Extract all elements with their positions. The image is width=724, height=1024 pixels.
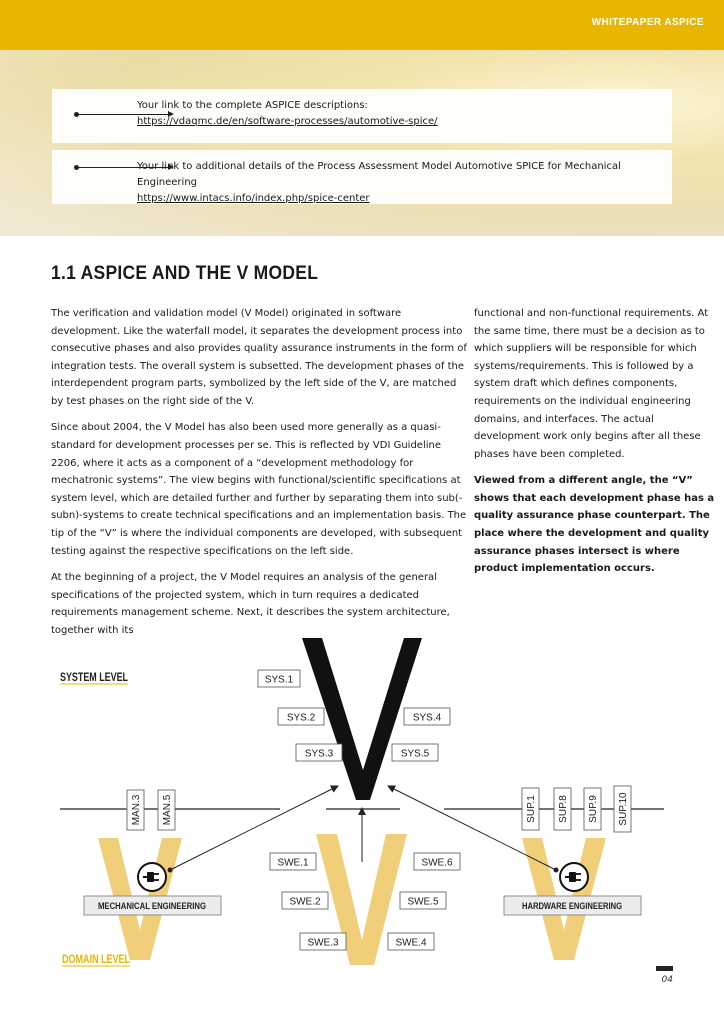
swe-5-label: SWE.5 [407,896,439,908]
sys-3-label: SYS.3 [304,748,334,760]
sys-5-label: SYS.5 [400,748,430,760]
sup-9-box [584,788,601,830]
sys-2-box [278,708,324,725]
paragraph: At the beginning of a project, the V Model requires an analysis of the general specifications of the projected system, which in turn requires a dedicated requirements management scheme. Next, it describes the system architecture, together with its [51,571,450,636]
swe-5-box [400,892,446,909]
link-url[interactable]: https://vdaqmc.de/en/software-processes/automotive-spice/ [137,116,438,127]
body-column-right [474,305,719,587]
paragraph: Since about 2004, the V Model has also been used more generally as a quasi-standard for development processes per se. This is reflected by VDI Guideline 2206, where it acts as a component of a “development methodology for mechatronic systems”. The view begins with functional/scientific specifications at system level, which are detailed further and further by separating them into sub(-subn)-systems to create technical specifications and an implementation basis. The tip of the “V” is where the individual components are developed, with subsequent testing against the respective specifications on the left side. [51,422,467,557]
swe-3-label: SWE.3 [307,937,339,949]
man-5-label: MAN.5 [162,794,173,826]
link-description: Your link to additional details of the Process Assessment Model Automotive SPICE for Mechanical Engineering [137,161,621,188]
sys-1-label: SYS.1 [264,674,294,686]
sup-10-box [614,786,631,832]
swe-1-box [270,853,316,870]
page-marker [656,966,673,971]
link-description: Your link to the complete ASPICE descriptions: [137,100,368,111]
sup-8-label: SUP.8 [558,795,569,823]
mechanical-engineering-box [84,896,221,915]
sup-1-label: SUP.1 [526,795,537,823]
swe-6-label: SWE.6 [421,857,453,869]
swe-2-label: SWE.2 [289,896,321,908]
mechanical-engineering-label: MECHANICAL ENGINEERING [98,901,206,912]
link-box-intacs [52,150,672,204]
highlight-paragraph: Viewed from a different angle, the “V” shows that each development phase has a quality assurance phase counterpart. The place where the development and quality assurance phases intersect is where product implementation occurs. [474,475,715,575]
sys-1-box [258,670,300,687]
man-5-box [158,790,175,830]
page-number: 04 [661,975,673,985]
arrow-origin-dot [168,868,173,873]
sup-8-box [554,788,571,830]
link-url[interactable]: https://www.intacs.info/index.php/spice-center [137,193,370,204]
section-title: 1.1 ASPICE AND THE V MODEL [51,263,319,284]
sys-4-box [404,708,450,725]
body-column-left [51,305,471,648]
man-3-label: MAN.3 [131,794,142,826]
paragraph: The verification and validation model (V Model) originated in software development. Like the waterfall model, it separates the development process into consecutive phases and also provides quality assurance instruments in the form of integration tests. The overall system is subsetted. The development phases of the interdependent program parts, symbolized by the left side of the V, are matched by test phases on the right side of the V. [51,308,467,407]
hardware-engineering-label: HARDWARE ENGINEERING [522,901,622,912]
hero-banner [0,50,724,236]
swe-6-box [414,853,460,870]
paragraph: functional and non-functional requirements. At the same time, there must be a decision as to which suppliers will be responsible for which systems/requirements. This is followed by a system draft which defines components, requirements on the individual engineering domains, and interfaces. The actual development work only begins after all these phases have been completed. [474,308,709,460]
arrow-origin-dot [554,868,559,873]
sup-10-label: SUP.10 [618,792,629,826]
swe-4-label: SWE.4 [395,937,427,949]
sys-3-box [296,744,342,761]
man-3-box [127,790,144,830]
sys-5-box [392,744,438,761]
v-model-diagram [0,620,724,1020]
swe-3-box [300,933,346,950]
swe-2-box [282,892,328,909]
hardware-engineering-box [504,896,641,915]
sup-9-label: SUP.9 [588,795,599,823]
sys-4-label: SYS.4 [412,712,442,724]
swe-4-box [388,933,434,950]
header-bar [0,0,724,50]
plug-icon [560,863,588,891]
link-box-aspice [52,89,672,143]
sys-2-label: SYS.2 [286,712,316,724]
sup-1-box [522,788,539,830]
plug-icon [138,863,166,891]
swe-1-label: SWE.1 [277,857,309,869]
header-label: WHITEPAPER ASPICE [591,17,704,28]
domain-level-label: DOMAIN LEVEL [62,954,130,966]
system-level-label: SYSTEM LEVEL [60,672,128,684]
